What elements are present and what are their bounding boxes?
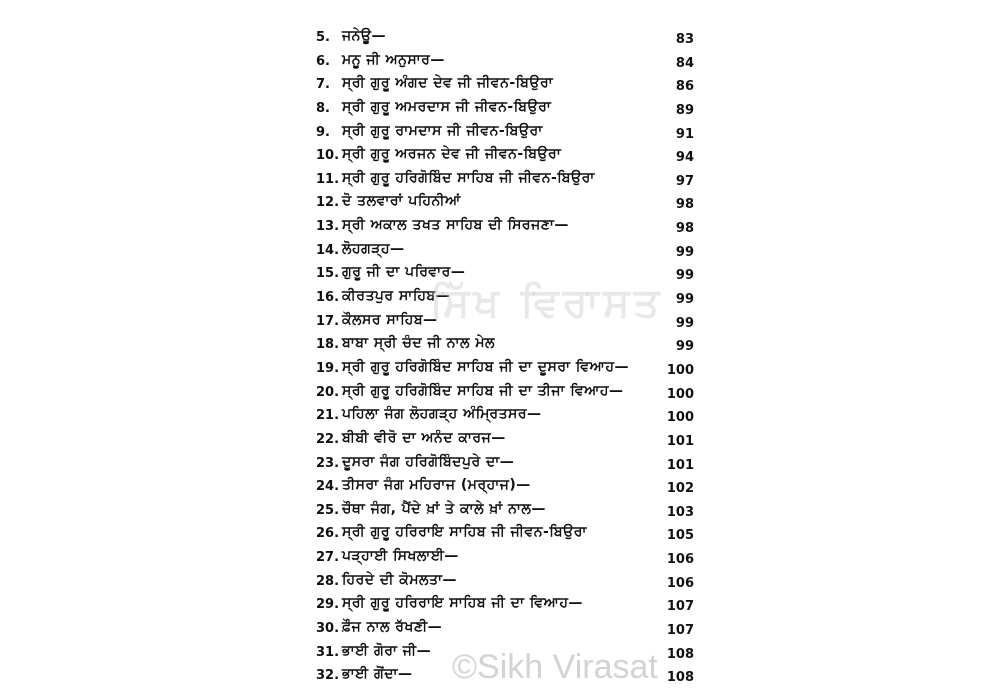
toc-entry xyxy=(316,121,694,145)
toc-entry-title: ਮਨੂ ਜੀ ਅਨੁਸਾਰ— xyxy=(342,51,445,68)
toc-entry xyxy=(316,97,694,121)
toc-entry-number: 24. xyxy=(316,479,340,495)
toc-entry xyxy=(316,168,694,192)
toc-entry-title: ਸ੍ਰੀ ਗੁਰੂ ਹਰਿਰਾਇ ਸਾਹਿਬ ਜੀ ਦਾ ਵਿਆਹ— xyxy=(342,595,583,612)
toc-entry-page: 107 xyxy=(666,623,694,639)
toc-entry-number: 21. xyxy=(316,408,340,424)
toc-entry-page: 97 xyxy=(675,173,694,189)
toc-entry-number: 8. xyxy=(316,100,330,116)
toc-entry-page: 99 xyxy=(675,339,694,355)
toc-entry xyxy=(316,191,694,215)
toc-entry-page: 105 xyxy=(666,528,694,544)
toc-entry-number: 29. xyxy=(316,597,340,613)
toc-entry-page: 86 xyxy=(675,79,694,95)
toc-entry-page: 106 xyxy=(666,552,694,568)
toc-entry-page: 101 xyxy=(666,457,694,473)
toc-entry-number: 13. xyxy=(316,219,340,235)
toc-entry-title: ਪੜ੍ਹਾਈ ਸਿਖਲਾਈ— xyxy=(342,548,459,565)
toc-entry-title: ਲੋਹਗੜ੍ਹ— xyxy=(342,240,405,257)
toc-entry-page: 94 xyxy=(675,150,694,166)
toc-entry-page: 101 xyxy=(666,433,694,449)
toc-entry-title: ਸ੍ਰੀ ਗੁਰੂ ਅੰਗਦ ਦੇਵ ਜੀ ਜੀਵਨ-ਬਿਉਰਾ xyxy=(342,75,554,92)
toc-entry-title: ਬੀਬੀ ਵੀਰੋ ਦਾ ਅਨੰਦ ਕਾਰਜ— xyxy=(342,429,506,446)
toc-entry xyxy=(316,73,694,97)
toc-entry-page: 107 xyxy=(666,599,694,615)
toc-entry-page: 91 xyxy=(675,126,694,142)
toc-entry-page: 100 xyxy=(666,386,694,402)
toc-entry xyxy=(316,452,694,476)
toc-entry-title: ਦੋ ਤਲਵਾਰਾਂ ਪਹਿਨੀਆਂ xyxy=(342,193,461,210)
toc-entry-number: 18. xyxy=(316,337,340,353)
toc-entry-title: ਸ੍ਰੀ ਗੁਰੂ ਹਰਿਗੋਬਿੰਦ ਸਾਹਿਬ ਜੀ ਦਾ ਦੂਸਰਾ ਵਿਆਹ— xyxy=(342,358,629,375)
toc-entry xyxy=(316,286,694,310)
toc-entry-title: ਜਨੇਊ— xyxy=(342,28,387,44)
toc-entry-title: ਸ੍ਰੀ ਗੁਰੂ ਰਾਮਦਾਸ ਜੀ ਜੀਵਨ-ਬਿਉਰਾ xyxy=(342,122,543,139)
toc-entry xyxy=(316,570,694,594)
watermark-bottom: ©Sikh Virasat xyxy=(452,648,658,686)
toc-entry-title: ਸ੍ਰੀ ਗੁਰੂ ਹਰਿਗੋਬਿੰਦ ਸਾਹਿਬ ਜੀ ਜੀਵਨ-ਬਿਉਰਾ xyxy=(342,169,595,186)
toc-entry-number: 5. xyxy=(316,30,330,45)
toc-entry-title: ਸ੍ਰੀ ਗੁਰੂ ਹਰਿਗੋਬਿੰਦ ਸਾਹਿਬ ਜੀ ਦਾ ਤੀਜਾ ਵਿਆਹ— xyxy=(342,382,624,399)
toc-entry-number: 27. xyxy=(316,550,340,566)
toc-entry-page: 106 xyxy=(666,575,694,591)
toc-entry-number: 12. xyxy=(316,195,340,211)
toc-entry-title: ਸ੍ਰੀ ਅਕਾਲ ਤਖਤ ਸਾਹਿਬ ਦੀ ਸਿਰਜਣਾ— xyxy=(342,217,569,234)
toc-entry-page: 99 xyxy=(675,268,694,284)
toc-entry-title: ਭਾਈ ਗੋਰਾ ਜੀ— xyxy=(342,642,432,659)
toc-entry-page: 103 xyxy=(666,504,694,520)
toc-entry-page: 100 xyxy=(666,362,694,378)
toc-entry-page: 108 xyxy=(666,670,694,686)
toc-entry-number: 17. xyxy=(316,313,340,329)
toc-entry-page: 102 xyxy=(666,481,694,497)
toc-entry xyxy=(316,664,694,688)
toc-entry-number: 28. xyxy=(316,573,340,589)
toc-entry-number: 22. xyxy=(316,431,340,447)
toc-entry-title: ਕੌਲਸਰ ਸਾਹਿਬ— xyxy=(342,311,438,328)
toc-entry-number: 25. xyxy=(316,502,340,518)
toc-entry-page: 89 xyxy=(675,102,694,118)
toc-entry-title: ਸ੍ਰੀ ਗੁਰੂ ਅਮਰਦਾਸ ਜੀ ਜੀਵਨ-ਬਿਉਰਾ xyxy=(342,98,552,115)
toc-entry-page: 84 xyxy=(675,55,694,71)
toc-entry-number: 16. xyxy=(316,290,340,306)
toc-entry xyxy=(316,357,694,381)
toc-entry-number: 26. xyxy=(316,526,340,542)
toc-entry-number: 32. xyxy=(316,668,340,684)
toc-entry xyxy=(316,546,694,570)
toc-entry-page: 98 xyxy=(675,221,694,237)
toc-entry xyxy=(316,333,694,357)
toc-entry-title: ਚੌਥਾ ਜੰਗ, ਪੈਂਦੇ ਖ਼ਾਂ ਤੇ ਕਾਲੇ ਖ਼ਾਂ ਨਾਲ— xyxy=(342,500,546,517)
toc-entry-page: 100 xyxy=(666,410,694,426)
toc-entry xyxy=(316,144,694,168)
toc-entry-title: ਕੀਰਤਪੁਰ ਸਾਹਿਬ— xyxy=(342,288,451,305)
toc-entry-number: 20. xyxy=(316,384,340,400)
toc-entry-number: 23. xyxy=(316,455,340,471)
toc-entry xyxy=(316,26,694,50)
toc-entry-number: 19. xyxy=(316,360,340,376)
toc-entry xyxy=(316,404,694,428)
toc-entry-number: 9. xyxy=(316,124,330,140)
toc-entry-page: 83 xyxy=(675,32,694,47)
toc-entry xyxy=(316,215,694,239)
toc-entry xyxy=(316,381,694,405)
toc-entry-title: ਗੁਰੂ ਜੀ ਦਾ ਪਰਿਵਾਰ— xyxy=(342,264,466,281)
toc-entry-number: 14. xyxy=(316,242,340,258)
table-of-contents xyxy=(316,26,694,688)
toc-entry xyxy=(316,499,694,523)
toc-entry-page: 99 xyxy=(675,315,694,331)
toc-entry-page: 108 xyxy=(666,646,694,662)
toc-entry xyxy=(316,593,694,617)
toc-entry xyxy=(316,239,694,263)
toc-entry-title: ਤੀਸਰਾ ਜੰਗ ਮਹਿਰਾਜ (ਮਰ੍ਹਾਜ)— xyxy=(342,477,531,494)
toc-entry-title: ਫ਼ੌਜ ਨਾਲ ਰੱਖਣੀ— xyxy=(342,619,443,636)
toc-entry xyxy=(316,428,694,452)
toc-entry-title: ਹਿਰਦੇ ਦੀ ਕੋਮਲਤਾ— xyxy=(342,571,457,588)
toc-entry-page: 99 xyxy=(675,292,694,308)
toc-entry-title: ਸ੍ਰੀ ਗੁਰੂ ਹਰਿਰਾਇ ਸਾਹਿਬ ਜੀ ਜੀਵਨ-ਬਿਉਰਾ xyxy=(342,524,587,541)
toc-entry-number: 11. xyxy=(316,171,340,187)
toc-entry xyxy=(316,617,694,641)
toc-entry-number: 10. xyxy=(316,148,340,164)
toc-entry-page: 98 xyxy=(675,197,694,213)
toc-entry-number: 6. xyxy=(316,53,330,69)
toc-entry xyxy=(316,522,694,546)
toc-entry-title: ਬਾਬਾ ਸ੍ਰੀ ਚੰਦ ਜੀ ਨਾਲ ਮੇਲ xyxy=(342,335,496,352)
toc-entry-number: 30. xyxy=(316,621,340,637)
toc-entry-title: ਭਾਈ ਗੋਂਦਾ— xyxy=(342,666,413,683)
watermark-center: ਸਿੱਖ ਵਿਰਾਸਤ xyxy=(430,280,664,326)
toc-entry xyxy=(316,262,694,286)
toc-entry-page: 99 xyxy=(675,244,694,260)
toc-entry-title: ਦੂਸਰਾ ਜੰਗ ਹਰਿਗੋਬਿੰਦਪੁਰੇ ਦਾ— xyxy=(342,453,515,470)
toc-entry-title: ਸ੍ਰੀ ਗੁਰੂ ਅਰਜਨ ਦੇਵ ਜੀ ਜੀਵਨ-ਬਿਉਰਾ xyxy=(342,146,562,163)
toc-entry xyxy=(316,310,694,334)
toc-entry xyxy=(316,641,694,665)
toc-entry-number: 31. xyxy=(316,644,340,660)
toc-entry xyxy=(316,50,694,74)
toc-entry-number: 15. xyxy=(316,266,340,282)
toc-entry-title: ਪਹਿਲਾ ਜੰਗ ਲੋਹਗੜ੍ਹ ਅੰਮ੍ਰਿਤਸਰ— xyxy=(342,406,542,423)
toc-entry-number: 7. xyxy=(316,77,330,93)
toc-entry xyxy=(316,475,694,499)
